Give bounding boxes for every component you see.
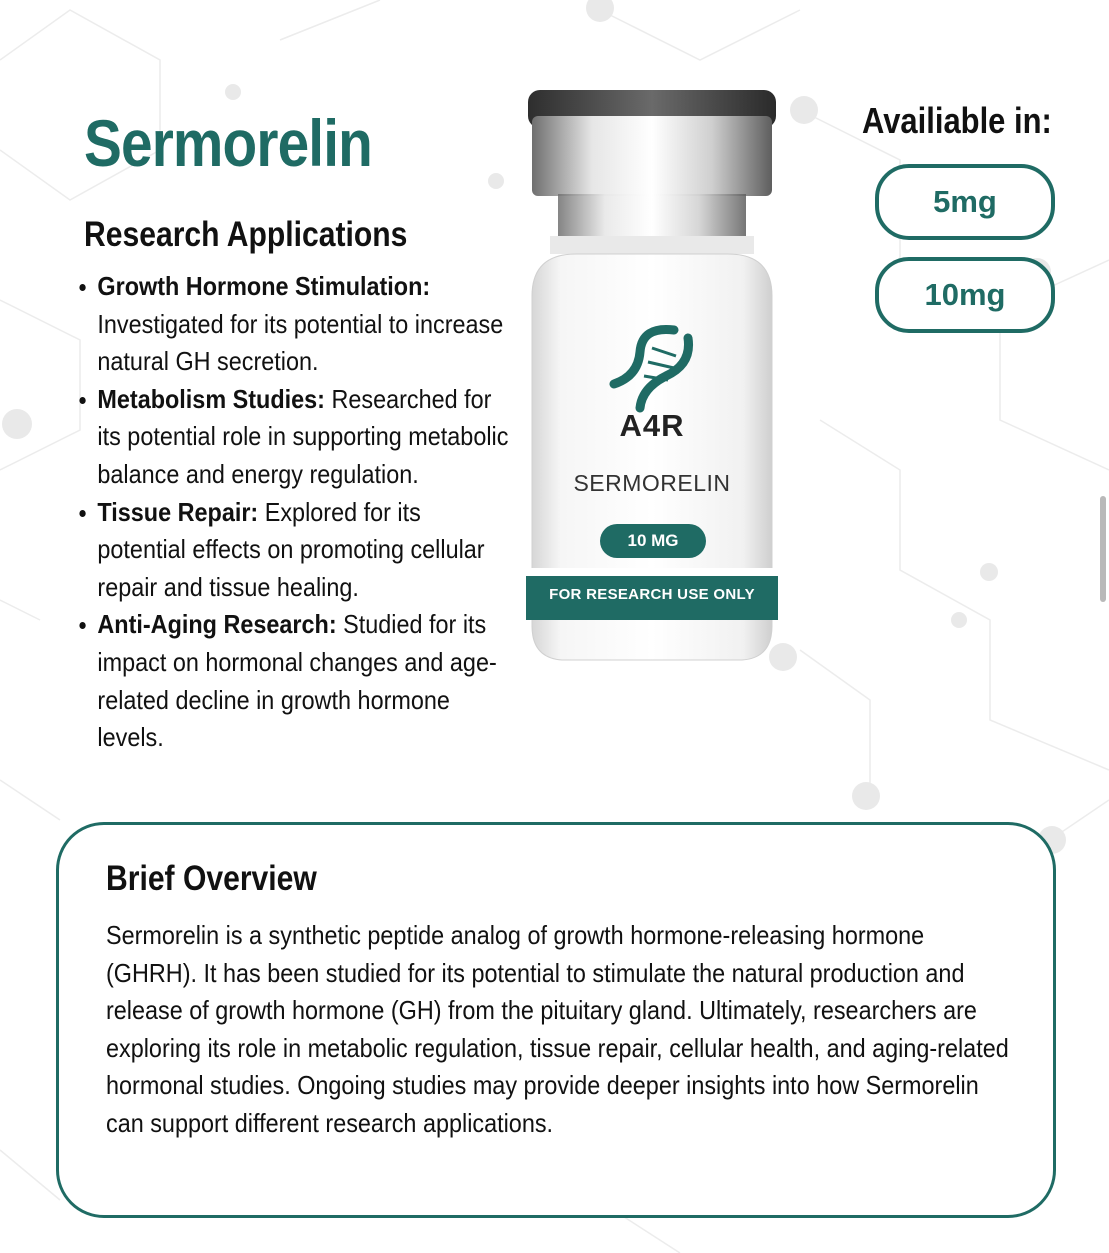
vial-dose-badge: 10 MG	[600, 524, 706, 558]
dose-option-10mg-button[interactable]: 10mg	[875, 257, 1055, 333]
list-item-label: Growth Hormone Stimulation:	[97, 271, 431, 301]
dose-option-5mg-button[interactable]: 5mg	[875, 164, 1055, 240]
list-item-label: Anti-Aging Research:	[97, 609, 337, 640]
scrollbar[interactable]	[1100, 496, 1106, 602]
research-applications-list	[74, 268, 554, 757]
list-item	[74, 381, 511, 494]
vial-brand: A4R	[619, 408, 685, 443]
list-item-label: Metabolism Studies:	[97, 383, 325, 414]
available-in-label: Availiable in:	[862, 100, 1052, 141]
overview-title: Brief Overview	[106, 859, 317, 898]
overview-card	[56, 822, 1056, 1218]
list-item	[74, 606, 511, 756]
vial-product-name: SERMORELIN	[573, 470, 731, 496]
list-item-text: Researched for its potential role in supporting metabolic balance and energy regulation.	[97, 383, 509, 489]
product-title: Sermorelin	[84, 106, 372, 180]
vial-research-band: FOR RESEARCH USE ONLY	[549, 586, 755, 603]
list-item	[74, 268, 511, 381]
research-applications-heading: Research Applications	[84, 215, 408, 254]
list-item-text: Studied for its impact on hormonal changes and age-related decline in growth hormone levels.	[97, 609, 497, 753]
overview-body: Sermorelin is a synthetic peptide analog of growth hormone-releasing hormone (GHRH). It has been studied for its potential to stimulate the natural production and release of growth hormone (GH) from the pituitary gland. Ultimately, researchers are exploring its role in metabolic regulation, tissue repair, cellular health, and aging-related hormonal studies. Ongoing studies may provide deeper insights into how Sermorelin can support different research applications.	[106, 920, 1009, 1138]
list-item	[74, 494, 511, 607]
product-vial-image	[520, 86, 790, 686]
list-item-label: Tissue Repair:	[97, 496, 259, 527]
list-item-text: Explored for its potential effects on promoting cellular repair and tissue healing.	[97, 496, 485, 602]
list-item-text: Investigated for its potential to increase natural GH secretion.	[97, 308, 504, 377]
